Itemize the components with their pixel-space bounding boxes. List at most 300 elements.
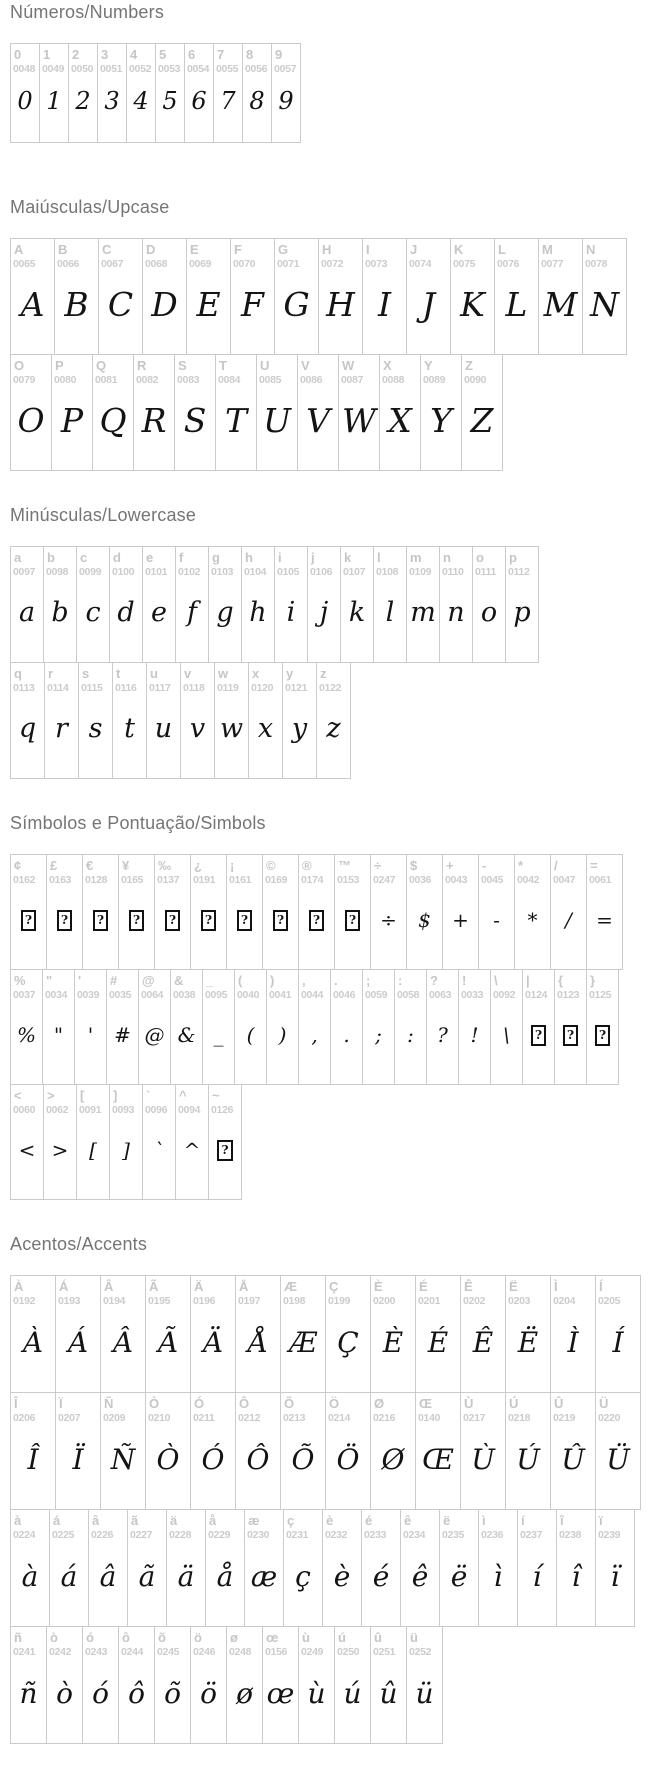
cell-unicode-decimal: 0057 <box>274 63 297 75</box>
cell-glyph: D <box>151 285 178 324</box>
cell-character-label: Ç <box>329 1279 339 1294</box>
cell-character-label: 3 <box>101 47 109 62</box>
cell-unicode-decimal: 0122 <box>319 682 342 694</box>
glyph-cell-0118 <box>180 662 215 779</box>
cell-character-label: # <box>110 973 118 988</box>
cell-unicode-decimal: 0079 <box>13 374 36 386</box>
cell-character-label: , <box>302 973 306 988</box>
glyph-row <box>10 238 661 355</box>
glyph-cell-0085 <box>256 354 298 471</box>
glyph-cell-0092 <box>490 969 523 1085</box>
cell-character-label: f <box>179 550 184 565</box>
cell-glyph: À <box>22 1325 44 1359</box>
cell-glyph: Ê <box>472 1325 494 1359</box>
cell-glyph: Á <box>67 1325 89 1359</box>
glyph-cell-0109 <box>406 546 440 663</box>
notdef-question-icon: ? <box>21 910 36 931</box>
cell-glyph: c <box>85 597 101 628</box>
cell-unicode-decimal: 0071 <box>277 258 300 270</box>
cell-unicode-decimal: 0216 <box>373 1412 396 1424</box>
cell-unicode-decimal: 0049 <box>42 63 65 75</box>
glyph-cell-0106 <box>307 546 341 663</box>
cell-character-label: 9 <box>275 47 283 62</box>
cell-unicode-decimal: 0084 <box>218 374 241 386</box>
glyph-cell-0099 <box>76 546 110 663</box>
cell-unicode-decimal: 0069 <box>189 258 212 270</box>
cell-character-label: ‰ <box>158 858 171 873</box>
cell-character-label: Y <box>424 358 433 373</box>
cell-glyph: J <box>421 285 436 324</box>
glyph-cell-0046 <box>330 969 363 1085</box>
glyph-cell-0086 <box>297 354 339 471</box>
cell-unicode-decimal: 0062 <box>46 1104 69 1116</box>
glyph-cell-0034 <box>42 969 75 1085</box>
cell-unicode-decimal: 0113 <box>13 682 35 694</box>
cell-unicode-decimal: 0054 <box>187 63 210 75</box>
glyph-cell-0192 <box>10 1275 56 1393</box>
cell-unicode-decimal: 0074 <box>409 258 432 270</box>
cell-unicode-decimal: 0050 <box>71 63 94 75</box>
glyph-cell-0226 <box>88 1509 128 1627</box>
cell-glyph: : <box>407 1023 414 1047</box>
cell-glyph: h <box>249 597 267 628</box>
glyph-cell-0242 <box>46 1626 83 1744</box>
cell-glyph: R <box>141 401 167 440</box>
cell-glyph: Ï <box>72 1442 84 1476</box>
glyph-cell-0251 <box>370 1626 407 1744</box>
cell-character-label: Ã <box>149 1279 159 1294</box>
missing-glyph-box <box>263 887 298 969</box>
cell-character-label: Ñ <box>104 1396 114 1411</box>
cell-character-label: é <box>365 1513 373 1528</box>
cell-character-label: á <box>53 1513 61 1528</box>
cell-unicode-decimal: 0037 <box>13 989 36 1001</box>
cell-glyph: Û <box>561 1442 585 1476</box>
cell-character-label: £ <box>50 858 58 873</box>
cell-glyph: v <box>189 713 206 744</box>
cell-glyph: 8 <box>249 87 265 115</box>
cell-unicode-decimal: 0081 <box>95 374 118 386</box>
glyph-row <box>10 854 661 970</box>
cell-unicode-decimal: 0230 <box>247 1529 270 1541</box>
cell-unicode-decimal: 0193 <box>58 1295 81 1307</box>
cell-character-label: ! <box>462 973 467 988</box>
cell-unicode-decimal: 0090 <box>464 374 487 386</box>
glyph-cell-0241 <box>10 1626 47 1744</box>
glyph-cell-0095 <box>202 969 235 1085</box>
cell-glyph: è <box>333 1559 351 1593</box>
cell-unicode-decimal: 0117 <box>149 682 171 694</box>
cell-character-label: v <box>184 666 192 681</box>
cell-glyph: Q <box>99 401 127 440</box>
cell-glyph: % <box>16 1023 36 1047</box>
cell-character-label: û <box>374 1630 382 1645</box>
cell-character-label: @ <box>142 973 155 988</box>
cell-character-label: À <box>14 1279 24 1294</box>
cell-unicode-decimal: 0200 <box>373 1295 396 1307</box>
cell-unicode-decimal: 0218 <box>508 1412 531 1424</box>
cell-unicode-decimal: 0128 <box>85 874 108 886</box>
cell-character-label: ç <box>287 1513 295 1528</box>
glyph-cell-0165 <box>118 854 155 970</box>
cell-glyph: U <box>263 401 291 440</box>
cell-character-label: a <box>14 550 22 565</box>
glyph-cell-0113 <box>10 662 45 779</box>
cell-glyph: 9 <box>278 87 294 115</box>
cell-character-label: - <box>482 858 487 873</box>
cell-unicode-decimal: 0104 <box>244 566 267 578</box>
cell-glyph: É <box>427 1325 449 1359</box>
cell-unicode-decimal: 0242 <box>49 1646 72 1658</box>
cell-glyph: B <box>64 285 89 324</box>
cell-glyph: Y <box>430 401 452 440</box>
cell-glyph: I <box>377 285 392 324</box>
missing-glyph-box <box>227 887 262 969</box>
cell-unicode-decimal: 0241 <box>13 1646 36 1658</box>
glyph-cell-0098 <box>43 546 77 663</box>
cell-character-label: u <box>150 666 158 681</box>
cell-glyph: 7 <box>220 87 236 115</box>
glyph-cell-0247 <box>370 854 407 970</box>
cell-unicode-decimal: 0232 <box>325 1529 348 1541</box>
cell-unicode-decimal: 0064 <box>141 989 164 1001</box>
cell-unicode-decimal: 0196 <box>193 1295 216 1307</box>
cell-unicode-decimal: 0213 <box>283 1412 306 1424</box>
glyph-cell-0245 <box>154 1626 191 1744</box>
cell-unicode-decimal: 0072 <box>321 258 344 270</box>
cell-glyph: N <box>590 285 619 324</box>
cell-glyph: * <box>527 908 538 932</box>
section-3 <box>10 813 661 1200</box>
cell-glyph: Ú <box>516 1442 540 1476</box>
glyph-cell-0197 <box>235 1275 281 1393</box>
glyph-cell-0052 <box>126 43 156 143</box>
cell-unicode-decimal: 0034 <box>45 989 68 1001</box>
cell-unicode-decimal: 0115 <box>81 682 103 694</box>
cell-unicode-decimal: 0120 <box>251 682 274 694</box>
cell-unicode-decimal: 0112 <box>508 566 530 578</box>
cell-glyph: S <box>183 401 207 440</box>
cell-unicode-decimal: 0237 <box>520 1529 543 1541</box>
missing-glyph-box <box>299 887 334 969</box>
cell-unicode-decimal: 0059 <box>365 989 388 1001</box>
cell-unicode-decimal: 0114 <box>47 682 69 694</box>
missing-glyph-box <box>335 887 370 969</box>
cell-character-label: ¿ <box>194 858 202 873</box>
cell-character-label: \ <box>494 973 498 988</box>
cell-character-label: í <box>521 1513 525 1528</box>
cell-glyph: î <box>571 1559 581 1593</box>
cell-unicode-decimal: 0085 <box>259 374 282 386</box>
glyph-cell-0239 <box>595 1509 635 1627</box>
cell-character-label: œ <box>266 1630 279 1645</box>
glyph-row <box>10 354 661 471</box>
glyph-row <box>10 1392 661 1510</box>
glyph-cell-0246 <box>190 1626 227 1744</box>
cell-unicode-decimal: 0078 <box>585 258 608 270</box>
cell-unicode-decimal: 0226 <box>91 1529 114 1541</box>
cell-glyph: ç <box>295 1559 311 1593</box>
glyph-cell-0102 <box>175 546 209 663</box>
cell-character-label: U <box>260 358 270 373</box>
cell-character-label: ã <box>131 1513 139 1528</box>
glyph-cell-0107 <box>340 546 374 663</box>
cell-glyph: œ <box>266 1676 295 1710</box>
cell-glyph: A <box>20 285 45 324</box>
cell-unicode-decimal: 0044 <box>301 989 324 1001</box>
glyph-cell-0174 <box>298 854 335 970</box>
glyph-cell-0194 <box>100 1275 146 1393</box>
cell-glyph: û <box>379 1676 398 1710</box>
cell-unicode-decimal: 0204 <box>553 1295 576 1307</box>
glyph-cell-0124 <box>522 969 555 1085</box>
cell-glyph: Ñ <box>110 1442 136 1476</box>
cell-character-label: o <box>476 550 484 565</box>
glyph-cell-0093 <box>109 1084 143 1200</box>
missing-glyph-box <box>11 887 46 969</box>
cell-unicode-decimal: 0231 <box>286 1529 309 1541</box>
missing-glyph-box <box>47 887 82 969</box>
cell-unicode-decimal: 0161 <box>229 874 252 886</box>
cell-unicode-decimal: 0061 <box>589 874 612 886</box>
section-2 <box>10 505 661 779</box>
cell-character-label: Ô <box>239 1396 250 1411</box>
cell-character-label: w <box>218 666 229 681</box>
cell-glyph: p <box>513 597 531 628</box>
cell-unicode-decimal: 0169 <box>265 874 288 886</box>
cell-character-label: ( <box>238 973 243 988</box>
cell-unicode-decimal: 0243 <box>85 1646 108 1658</box>
cell-character-label: x <box>252 666 260 681</box>
glyph-cell-0161 <box>226 854 263 970</box>
notdef-question-icon: ? <box>531 1025 546 1046</box>
glyph-cell-0044 <box>298 969 331 1085</box>
cell-unicode-decimal: 0036 <box>409 874 432 886</box>
glyph-cell-0249 <box>298 1626 335 1744</box>
cell-unicode-decimal: 0107 <box>343 566 366 578</box>
cell-glyph: 5 <box>162 87 178 115</box>
glyph-cell-0059 <box>362 969 395 1085</box>
cell-glyph: b <box>51 597 69 628</box>
cell-character-label: } <box>590 973 596 988</box>
cell-unicode-decimal: 0229 <box>208 1529 231 1541</box>
glyph-cell-0049 <box>39 43 69 143</box>
cell-unicode-decimal: 0217 <box>463 1412 486 1424</box>
cell-glyph: z <box>326 713 341 744</box>
cell-character-label: E <box>190 242 199 257</box>
cell-glyph: Ä <box>202 1325 224 1359</box>
glyph-row <box>10 1509 661 1627</box>
cell-character-label: ô <box>122 1630 130 1645</box>
cell-character-label: / <box>554 858 558 873</box>
cell-unicode-decimal: 0046 <box>333 989 356 1001</box>
cell-character-label: ' <box>78 973 82 988</box>
glyph-cell-0137 <box>154 854 191 970</box>
cell-character-label: Ø <box>374 1396 385 1411</box>
cell-character-label: ¡ <box>230 858 235 873</box>
glyph-cell-0120 <box>248 662 283 779</box>
cell-glyph: & <box>177 1023 196 1047</box>
cell-character-label: d <box>113 550 121 565</box>
glyph-cell-0078 <box>582 238 627 355</box>
cell-glyph: ú <box>343 1676 362 1710</box>
cell-unicode-decimal: 0156 <box>265 1646 288 1658</box>
glyph-cell-0058 <box>394 969 427 1085</box>
cell-unicode-decimal: 0227 <box>130 1529 153 1541</box>
glyph-cell-0089 <box>420 354 462 471</box>
glyph-cell-0232 <box>322 1509 362 1627</box>
glyph-cell-0056 <box>242 43 272 143</box>
cell-glyph: ^ <box>183 1138 201 1162</box>
cell-unicode-decimal: 0052 <box>129 63 152 75</box>
notdef-question-icon: ? <box>129 910 144 931</box>
cell-character-label: 4 <box>130 47 138 62</box>
glyph-row <box>10 662 661 779</box>
cell-character-label: Ö <box>329 1396 340 1411</box>
glyph-cell-0117 <box>146 662 181 779</box>
cell-unicode-decimal: 0140 <box>418 1412 441 1424</box>
glyph-cell-0230 <box>244 1509 284 1627</box>
glyph-cell-0203 <box>505 1275 551 1393</box>
cell-unicode-decimal: 0126 <box>211 1104 234 1116</box>
cell-unicode-decimal: 0207 <box>58 1412 81 1424</box>
cell-unicode-decimal: 0077 <box>541 258 564 270</box>
cell-glyph: _ <box>213 1023 224 1047</box>
glyph-cell-0061 <box>586 854 623 970</box>
section-4 <box>10 1234 661 1744</box>
cell-character-label: ø <box>230 1630 238 1645</box>
cell-glyph: ( <box>246 1023 255 1047</box>
missing-glyph-box <box>209 1117 241 1199</box>
cell-unicode-decimal: 0239 <box>598 1529 621 1541</box>
cell-unicode-decimal: 0165 <box>121 874 144 886</box>
glyph-cell-0116 <box>112 662 147 779</box>
cell-glyph: Ü <box>606 1442 630 1476</box>
cell-unicode-decimal: 0194 <box>103 1295 126 1307</box>
glyph-cell-0248 <box>226 1626 263 1744</box>
glyph-cell-0211 <box>190 1392 236 1510</box>
glyph-cell-0091 <box>76 1084 110 1200</box>
cell-character-label: ó <box>86 1630 94 1645</box>
cell-character-label: & <box>174 973 184 988</box>
glyph-cell-0191 <box>190 854 227 970</box>
glyph-cell-0108 <box>373 546 407 663</box>
cell-glyph: 3 <box>104 87 120 115</box>
cell-unicode-decimal: 0248 <box>229 1646 252 1658</box>
cell-unicode-decimal: 0211 <box>193 1412 215 1424</box>
cell-unicode-decimal: 0038 <box>173 989 196 1001</box>
cell-character-label: ¥ <box>122 858 130 873</box>
glyph-cell-0238 <box>556 1509 596 1627</box>
glyph-cell-0081 <box>92 354 134 471</box>
glyph-cell-0252 <box>406 1626 443 1744</box>
glyph-cell-0087 <box>338 354 380 471</box>
cell-unicode-decimal: 0236 <box>481 1529 504 1541</box>
cell-glyph: Ò <box>156 1442 180 1476</box>
cell-unicode-decimal: 0051 <box>100 63 123 75</box>
cell-glyph: ë <box>450 1559 468 1593</box>
glyph-cell-0042 <box>514 854 551 970</box>
glyph-cell-0235 <box>439 1509 479 1627</box>
cell-glyph: / <box>565 908 572 932</box>
cell-character-label: Ä <box>194 1279 204 1294</box>
cell-glyph: 0 <box>17 87 33 115</box>
cell-character-label: ; <box>366 973 371 988</box>
cell-glyph: M <box>543 285 578 324</box>
glyph-cell-0054 <box>184 43 214 143</box>
glyph-cell-0153 <box>334 854 371 970</box>
glyph-cell-0213 <box>280 1392 326 1510</box>
cell-unicode-decimal: 0121 <box>285 682 308 694</box>
cell-character-label: Í <box>599 1279 603 1294</box>
cell-character-label: ¢ <box>14 858 22 873</box>
glyph-cell-0070 <box>230 238 275 355</box>
cell-character-label: Ï <box>59 1396 63 1411</box>
cell-unicode-decimal: 0250 <box>337 1646 360 1658</box>
glyph-cell-0088 <box>379 354 421 471</box>
cell-unicode-decimal: 0224 <box>13 1529 36 1541</box>
cell-character-label: p <box>509 550 517 565</box>
glyph-cell-0200 <box>370 1275 416 1393</box>
cell-glyph: w <box>219 713 244 744</box>
cell-unicode-decimal: 0080 <box>54 374 77 386</box>
glyph-cell-0063 <box>426 969 459 1085</box>
cell-glyph: > <box>51 1138 69 1162</box>
missing-glyph-box <box>83 887 118 969</box>
cell-character-label: H <box>322 242 332 257</box>
cell-character-label: J <box>410 242 418 257</box>
cell-character-label: . <box>334 973 338 988</box>
cell-glyph: á <box>60 1559 78 1593</box>
glyph-cell-0101 <box>142 546 176 663</box>
cell-character-label: ò <box>50 1630 58 1645</box>
cell-character-label: n <box>443 550 451 565</box>
cell-character-label: ù <box>302 1630 310 1645</box>
cell-unicode-decimal: 0201 <box>418 1295 441 1307</box>
missing-glyph-box <box>587 1002 618 1084</box>
cell-unicode-decimal: 0202 <box>463 1295 486 1307</box>
cell-character-label: " <box>46 973 53 988</box>
cell-glyph: ä <box>177 1559 195 1593</box>
glyph-cell-0217 <box>460 1392 506 1510</box>
cell-glyph: . <box>343 1023 350 1047</box>
cell-character-label: M <box>542 242 553 257</box>
cell-character-label: % <box>14 973 26 988</box>
section-title: Símbolos e Pontuação/Simbols <box>10 813 266 833</box>
cell-character-label: q <box>14 666 22 681</box>
glyph-cell-0067 <box>98 238 143 355</box>
glyph-cell-0199 <box>325 1275 371 1393</box>
cell-glyph: õ <box>164 1676 181 1710</box>
cell-character-label: Q <box>96 358 107 373</box>
cell-glyph: Ø <box>381 1442 405 1476</box>
glyph-cell-0231 <box>283 1509 323 1627</box>
cell-glyph: H <box>326 285 355 324</box>
cell-unicode-decimal: 0245 <box>157 1646 180 1658</box>
cell-glyph: Œ <box>422 1442 454 1476</box>
cell-glyph: P <box>60 401 84 440</box>
glyph-cell-0121 <box>282 662 317 779</box>
glyph-cell-0125 <box>586 969 619 1085</box>
glyph-cell-0140 <box>415 1392 461 1510</box>
cell-character-label: € <box>86 858 94 873</box>
cell-character-label: e <box>146 550 154 565</box>
cell-character-label: O <box>14 358 25 373</box>
glyph-cell-0206 <box>10 1392 56 1510</box>
cell-unicode-decimal: 0105 <box>277 566 300 578</box>
cell-glyph: y <box>291 713 308 744</box>
cell-unicode-decimal: 0041 <box>269 989 292 1001</box>
